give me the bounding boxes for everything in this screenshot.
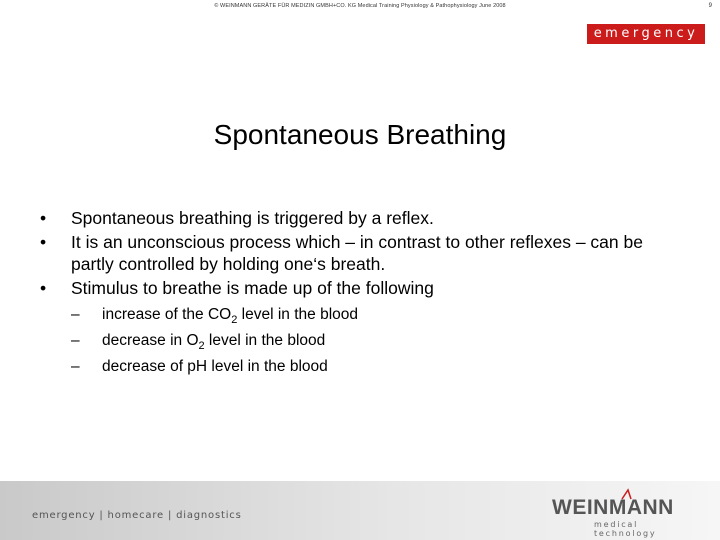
logo-swoosh-icon (552, 488, 692, 500)
sub-bullet-list (71, 302, 680, 380)
bullet-marker: • (40, 278, 47, 298)
bullet-text: Spontaneous breathing is triggered by a reflex. (71, 208, 434, 228)
sub-bullet-text-tail: level in the blood (204, 332, 326, 349)
sub-bullet-text: decrease of pH level in the blood (102, 358, 328, 375)
footer-tagline: emergency | homecare | diagnostics (32, 510, 242, 521)
page-number: 9 (708, 3, 712, 9)
slide-title: Spontaneous Breathing (213, 119, 507, 150)
bullet-marker: • (40, 208, 47, 228)
sub-bullet-marker: – (71, 332, 80, 349)
weinmann-logo (552, 488, 692, 538)
subscript: 2 (231, 314, 238, 326)
bullet-item (40, 207, 680, 229)
bullet-item (40, 277, 680, 380)
bullet-list (40, 207, 680, 382)
sub-bullet-item (71, 302, 680, 328)
sub-bullet-item (71, 328, 680, 354)
logo-wordmark: WEINMANN (552, 496, 674, 519)
sub-bullet-marker: – (71, 358, 80, 375)
subscript: 2 (198, 340, 205, 352)
bullet-text: Stimulus to breathe is made up of the following (71, 278, 434, 298)
sub-bullet-marker: – (71, 306, 80, 323)
bullet-text: It is an unconscious process which – in contrast to other reflexes – can be partly controlled by holding one‘s breath. (71, 232, 643, 274)
bullet-marker: • (40, 232, 47, 252)
sub-bullet-text: decrease in O (102, 332, 199, 349)
sub-bullet-text: increase of the CO (102, 306, 232, 323)
bullet-item (40, 231, 680, 275)
logo-tagline: medical technology (594, 520, 657, 538)
copyright-header: © WEINMANN GERÄTE FÜR MEDIZIN GMBH+CO. KG Medical Training Physiology & Pathophysiology June 2008 (214, 3, 506, 9)
sub-bullet-text-tail: level in the blood (237, 306, 358, 323)
brand-badge: emergency (587, 24, 705, 44)
sub-bullet-item (71, 354, 680, 380)
